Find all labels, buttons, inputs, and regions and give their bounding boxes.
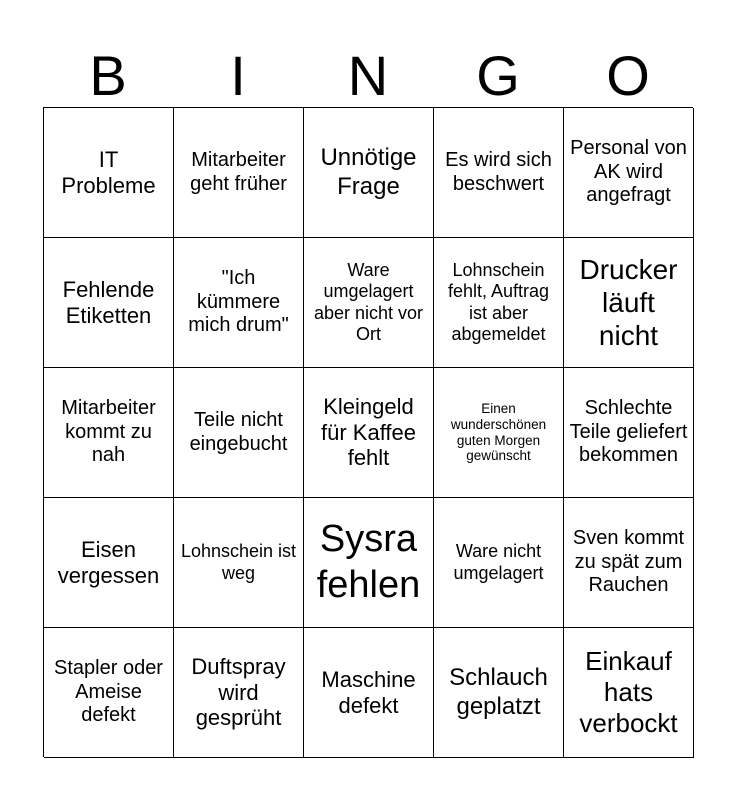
bingo-cell-r5-c1[interactable]: Stapler oder Ameise defekt — [44, 628, 174, 758]
bingo-cell-r3-c1[interactable]: Mitarbeiter kommt zu nah — [44, 368, 174, 498]
bingo-cell-r5-c2[interactable]: Duftspray wird gesprüht — [174, 628, 304, 758]
bingo-cell-r3-c3[interactable]: Kleingeld für Kaffee fehlt — [304, 368, 434, 498]
bingo-header — [43, 44, 693, 108]
header-letter-b: B — [89, 44, 127, 107]
bingo-cell-r4-c2[interactable]: Lohnschein ist weg — [174, 498, 304, 628]
header-letter-o: O — [606, 44, 650, 107]
bingo-cell-r1-c4[interactable]: Es wird sich beschwert — [434, 108, 564, 238]
bingo-cell-r5-c5[interactable]: Einkauf hats verbockt — [564, 628, 694, 758]
bingo-cell-r4-c3[interactable]: Sysra fehlen — [304, 498, 434, 628]
bingo-cell-r1-c2[interactable]: Mitarbeiter geht früher — [174, 108, 304, 238]
bingo-cell-r2-c4[interactable]: Lohnschein fehlt, Auftrag ist aber abgemeldet — [434, 238, 564, 368]
bingo-cell-r1-c5[interactable]: Personal von AK wird angefragt — [564, 108, 694, 238]
header-letter-n: N — [347, 44, 389, 107]
bingo-cell-r2-c1[interactable]: Fehlende Etiketten — [44, 238, 174, 368]
bingo-cell-r1-c3[interactable]: Unnötige Frage — [304, 108, 434, 238]
header-letter-i: I — [230, 44, 246, 107]
bingo-cell-r4-c4[interactable]: Ware nicht umgelagert — [434, 498, 564, 628]
bingo-cell-r3-c4[interactable]: Einen wunderschönen guten Morgen gewünscht — [434, 368, 564, 498]
bingo-cell-r4-c1[interactable]: Eisen vergessen — [44, 498, 174, 628]
bingo-cell-r2-c2[interactable]: "Ich kümmere mich drum" — [174, 238, 304, 368]
bingo-cell-r5-c4[interactable]: Schlauch geplatzt — [434, 628, 564, 758]
bingo-cell-r2-c5[interactable]: Drucker läuft nicht — [564, 238, 694, 368]
bingo-board — [43, 107, 693, 757]
bingo-cell-r4-c5[interactable]: Sven kommt zu spät zum Rauchen — [564, 498, 694, 628]
bingo-cell-r3-c5[interactable]: Schlechte Teile geliefert bekommen — [564, 368, 694, 498]
bingo-cell-r1-c1[interactable]: IT Probleme — [44, 108, 174, 238]
header-letter-g: G — [476, 44, 520, 107]
bingo-cell-r3-c2[interactable]: Teile nicht eingebucht — [174, 368, 304, 498]
bingo-cell-r2-c3[interactable]: Ware umgelagert aber nicht vor Ort — [304, 238, 434, 368]
bingo-cell-r5-c3[interactable]: Maschine defekt — [304, 628, 434, 758]
